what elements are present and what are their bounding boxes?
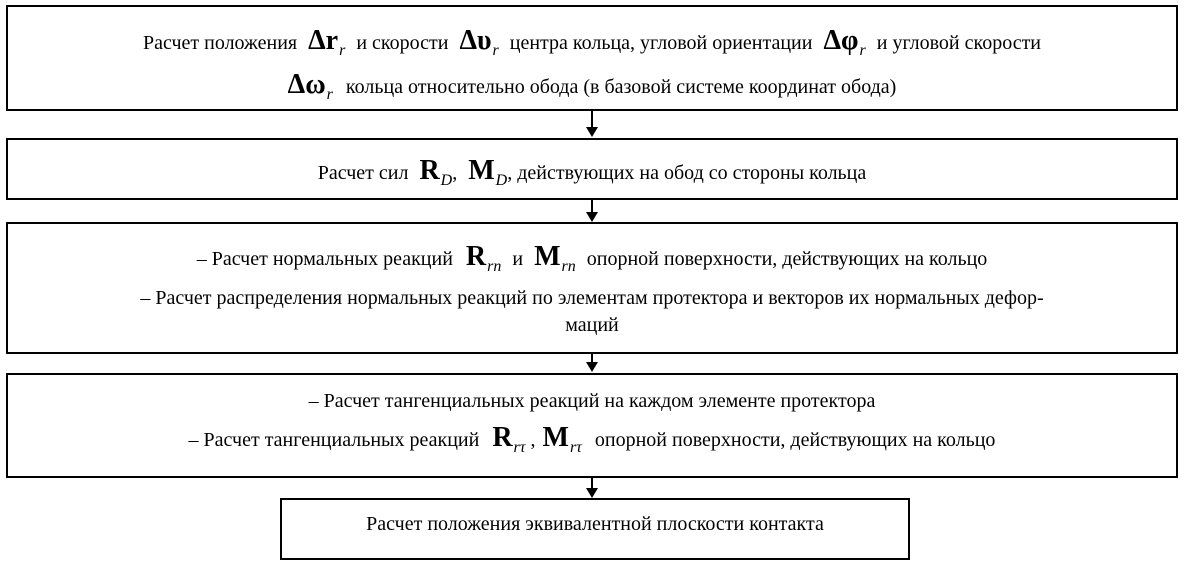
step-box-3-line-3: [8, 313, 1176, 337]
step-box-1-line-2: [8, 69, 1176, 103]
step-box-4-line-1: [8, 389, 1176, 413]
symbol-delta-r: $\Delta r_r$: [308, 25, 346, 59]
text: кольца относительно обода (в базовой системе координат обода): [345, 76, 897, 98]
symbol-m-d: $M_D$: [468, 155, 508, 189]
step-box-1: [6, 5, 1178, 111]
symbol-delta-omega: $\Delta\omega_r$: [287, 69, 333, 103]
text: , действующих на обод со стороны кольца: [507, 162, 867, 184]
text: Расчет положения: [142, 32, 298, 54]
step-box-2: [6, 138, 1178, 200]
symbol-delta-v: $\Delta\upsilon_r$: [459, 25, 499, 59]
text: и скорости: [356, 32, 449, 54]
step-box-3-line-1: [8, 241, 1176, 275]
step-box-5-line-1: [282, 512, 908, 536]
text: – Расчет тангенциальных реакций на каждом элементе протектора: [308, 390, 876, 412]
step-box-4: [6, 373, 1178, 478]
text: – Расчет нормальных реакций: [196, 248, 453, 270]
arrowhead-2: [586, 212, 598, 222]
arrowhead-4: [586, 488, 598, 498]
text: опорной поверхности, действующих на кольцо: [586, 248, 988, 270]
separator: ,: [530, 429, 536, 451]
step-box-2-line-1: [8, 155, 1176, 189]
separator: ,: [452, 162, 458, 184]
text: и: [512, 248, 524, 270]
step-box-1-line-1: [8, 25, 1176, 59]
text: центра кольца, угловой ориентации: [509, 32, 813, 54]
flow-arrow-1: [591, 111, 593, 128]
symbol-delta-phi: $\Delta\varphi_r$: [823, 25, 866, 59]
text: и угловой скорости: [876, 32, 1042, 54]
symbol-m-rtau: $M_{r\tau}$: [542, 422, 582, 456]
text: – Расчет тангенциальных реакций: [188, 429, 480, 451]
step-box-5: [280, 498, 910, 560]
arrowhead-3: [586, 362, 598, 372]
text: – Расчет распределения нормальных реакций по элементам протектора и векторов их нормальных дефор-: [140, 287, 1044, 309]
text: Расчет сил: [317, 162, 409, 184]
step-box-3-line-2: [8, 286, 1176, 310]
step-box-3: [6, 222, 1178, 354]
symbol-r-d: $R_D$: [419, 155, 453, 189]
step-box-4-line-2: [8, 422, 1176, 456]
symbol-r-rn: $R_{rn}$: [465, 241, 502, 275]
symbol-r-rtau: $R_{r\tau}$: [492, 422, 526, 456]
text: Расчет положения эквивалентной плоскости контакта: [366, 513, 824, 535]
symbol-m-rn: $M_{rn}$: [534, 241, 576, 275]
text: маций: [565, 314, 619, 336]
text: опорной поверхности, действующих на кольцо: [594, 429, 996, 451]
arrowhead-1: [586, 127, 598, 137]
